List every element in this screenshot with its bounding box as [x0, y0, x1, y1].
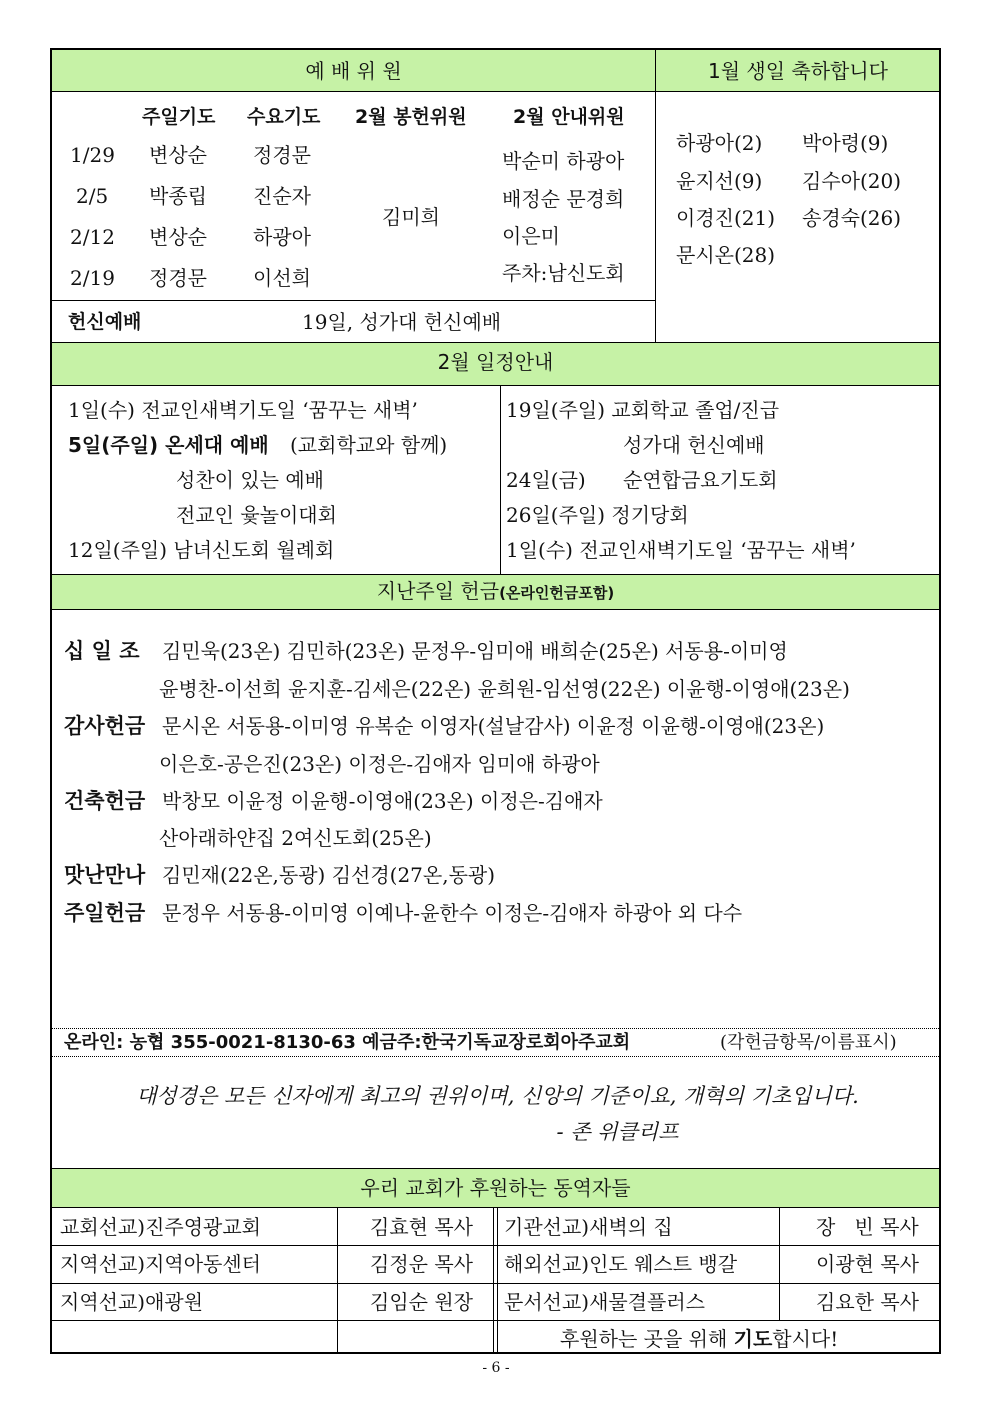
support-col-divider — [493, 1208, 494, 1354]
worship-wednesday: 하광아 — [253, 225, 311, 249]
col-offering-committee: 2월 봉헌위원 — [355, 106, 467, 128]
offering-line: 김민욱(23온) 김민하(23온) 문정우-임미애 배희순(25온) 서동용-이미영 — [162, 639, 788, 663]
prayer-emphasis: 기도 — [733, 1327, 773, 1351]
support-col-divider — [337, 1208, 338, 1354]
birthday-name: 김수아(20) — [802, 169, 902, 193]
usher-line: 배정순 문경희 — [502, 187, 625, 211]
schedule-divider — [500, 386, 501, 574]
support-person: 김정운 목사 — [370, 1252, 473, 1276]
offering-line: 문정우 서동용-이미영 이예나-윤한수 이정은-김애자 하광아 외 다수 — [162, 901, 743, 925]
worship-sunday: 박종립 — [149, 184, 207, 208]
support-col-divider — [779, 1208, 780, 1320]
support-row-divider — [52, 1283, 939, 1284]
usher-line: 이은미 — [502, 224, 560, 248]
schedule-header: 2월 일정안내 — [437, 350, 554, 374]
dedication-divider — [52, 300, 655, 301]
bulletin-page — [50, 48, 941, 1354]
page-number: - 6 - — [482, 1360, 510, 1376]
schedule-item: 순연합금요기도회 — [623, 468, 778, 492]
schedule-item: 전교인 윷놀이대회 — [176, 503, 337, 527]
dedication-label: 헌신예배 — [68, 311, 142, 333]
support-org: 지역선교)지역아동센터 — [60, 1252, 262, 1276]
worship-wednesday: 진순자 — [253, 184, 311, 208]
worship-header: 예 배 위 원 — [305, 59, 402, 83]
worship-wednesday: 정경문 — [253, 143, 311, 167]
offering-committee-name: 김미희 — [382, 205, 440, 229]
worship-sunday: 변상순 — [149, 143, 207, 167]
support-org: 기관선교)새벽의 집 — [504, 1215, 673, 1239]
online-account: 온라인: 농협 355-0021-8130-63 예금주:한국기독교장로회아주교회 — [64, 1032, 631, 1053]
offering-line: 김민재(22온,동광) 김선경(27온,동광) — [162, 863, 496, 887]
worship-sunday: 정경문 — [149, 266, 207, 290]
support-person: 김요한 목사 — [816, 1290, 919, 1314]
worship-date: 1/29 — [70, 143, 115, 167]
birthday-name: 이경진(21) — [676, 206, 776, 230]
quote-text: 대성경은 모든 신자에게 최고의 권위이며, 신앙의 기준이요, 개혁의 기초입니다. — [136, 1084, 859, 1108]
offering-header: 지난주일 헌금 — [376, 579, 500, 603]
birthday-name: 하광아(2) — [676, 131, 763, 155]
offering-label-thanks: 감사헌금 — [64, 714, 146, 738]
offering-label-sunday: 주일헌금 — [64, 901, 146, 925]
schedule-item: 1일(수) 전교인새벽기도일 ‘꿈꾸는 새벽’ — [68, 398, 418, 422]
schedule-item: 1일(수) 전교인새벽기도일 ‘꿈꾸는 새벽’ — [506, 538, 856, 562]
prayer-text: 후원하는 곳을 위해 — [560, 1327, 734, 1351]
offering-line: 박창모 이윤정 이윤행-이영애(23온) 이정은-김애자 — [162, 789, 603, 813]
birthday-name: 송경숙(26) — [802, 206, 902, 230]
top-header-band — [52, 50, 939, 92]
schedule-item: 12일(주일) 남녀신도회 월례회 — [68, 538, 335, 562]
support-person: 김효현 목사 — [370, 1215, 473, 1239]
support-org: 문서선교)새물결플러스 — [504, 1290, 706, 1314]
birthday-name: 윤지선(9) — [676, 169, 763, 193]
offering-label-building: 건축헌금 — [64, 789, 146, 813]
schedule-item: 5일(주일) 온세대 예배 — [68, 433, 269, 457]
usher-line: 주차:남신도회 — [502, 261, 625, 285]
col-ushers: 2월 안내위원 — [513, 106, 625, 128]
dedication-value: 19일, 성가대 헌신예배 — [302, 310, 502, 334]
schedule-header-band — [52, 342, 939, 386]
offering-line: 산아래하얀집 2여신도회(25온) — [159, 826, 432, 850]
birthday-header: 1월 생일 축하합니다 — [708, 59, 888, 83]
offering-label-tithe: 십 일 조 — [64, 639, 140, 663]
worship-date: 2/12 — [70, 225, 115, 249]
worship-sunday: 변상순 — [149, 225, 207, 249]
col-sunday-prayer: 주일기도 — [142, 106, 216, 128]
support-row-divider — [52, 1320, 939, 1321]
quote-author: - 존 위클리프 — [556, 1120, 679, 1144]
schedule-item: 26일(주일) 정기당회 — [506, 503, 689, 527]
online-bottom-rule — [52, 1056, 939, 1057]
prayer-text-end: 합시다! — [772, 1327, 839, 1351]
worship-date: 2/5 — [76, 184, 109, 208]
support-row-divider — [52, 1245, 939, 1246]
online-note: (각헌금항목/이름표시) — [720, 1032, 897, 1053]
birthday-name: 박아령(9) — [802, 131, 889, 155]
offering-line: 이은호-공은진(23온) 이정은-김애자 임미애 하광아 — [159, 752, 600, 776]
prayer-line — [560, 1326, 838, 1352]
schedule-item-note: (교회학교와 함께) — [290, 433, 448, 457]
offering-header-note: (온라인헌금포함) — [499, 584, 615, 602]
worship-date: 2/19 — [70, 266, 115, 290]
schedule-item: 24일(금) — [506, 468, 586, 492]
offering-header-band — [52, 574, 939, 610]
support-person: 장 빈 목사 — [816, 1215, 919, 1239]
support-header: 우리 교회가 후원하는 동역자들 — [360, 1176, 631, 1200]
support-org: 지역선교)애광원 — [60, 1290, 204, 1314]
online-top-rule — [52, 1028, 939, 1029]
support-person: 김임순 원장 — [370, 1290, 473, 1314]
offering-label-manna: 맛난만나 — [64, 863, 146, 887]
top-divider — [655, 50, 656, 342]
offering-line: 문시온 서동용-이미영 유복순 이영자(설날감사) 이윤정 이윤행-이영애(23온) — [162, 714, 825, 738]
schedule-item: 성찬이 있는 예배 — [176, 468, 324, 492]
support-col-divider — [497, 1208, 498, 1354]
col-wednesday-prayer: 수요기도 — [247, 106, 321, 128]
birthday-name: 문시온(28) — [676, 243, 776, 267]
support-org: 해외선교)인도 웨스트 뱅갈 — [504, 1252, 738, 1276]
schedule-item: 19일(주일) 교회학교 졸업/진급 — [506, 398, 780, 422]
support-header-band — [52, 1168, 939, 1208]
schedule-item: 성가대 헌신예배 — [623, 433, 765, 457]
worship-wednesday: 이선희 — [253, 266, 311, 290]
usher-line: 박순미 하광아 — [502, 149, 625, 173]
support-org: 교회선교)진주영광교회 — [60, 1215, 262, 1239]
offering-line: 윤병찬-이선희 윤지훈-김세은(22온) 윤희원-임선영(22온) 이윤행-이영애(23온) — [159, 677, 850, 701]
support-person: 이광현 목사 — [816, 1252, 919, 1276]
